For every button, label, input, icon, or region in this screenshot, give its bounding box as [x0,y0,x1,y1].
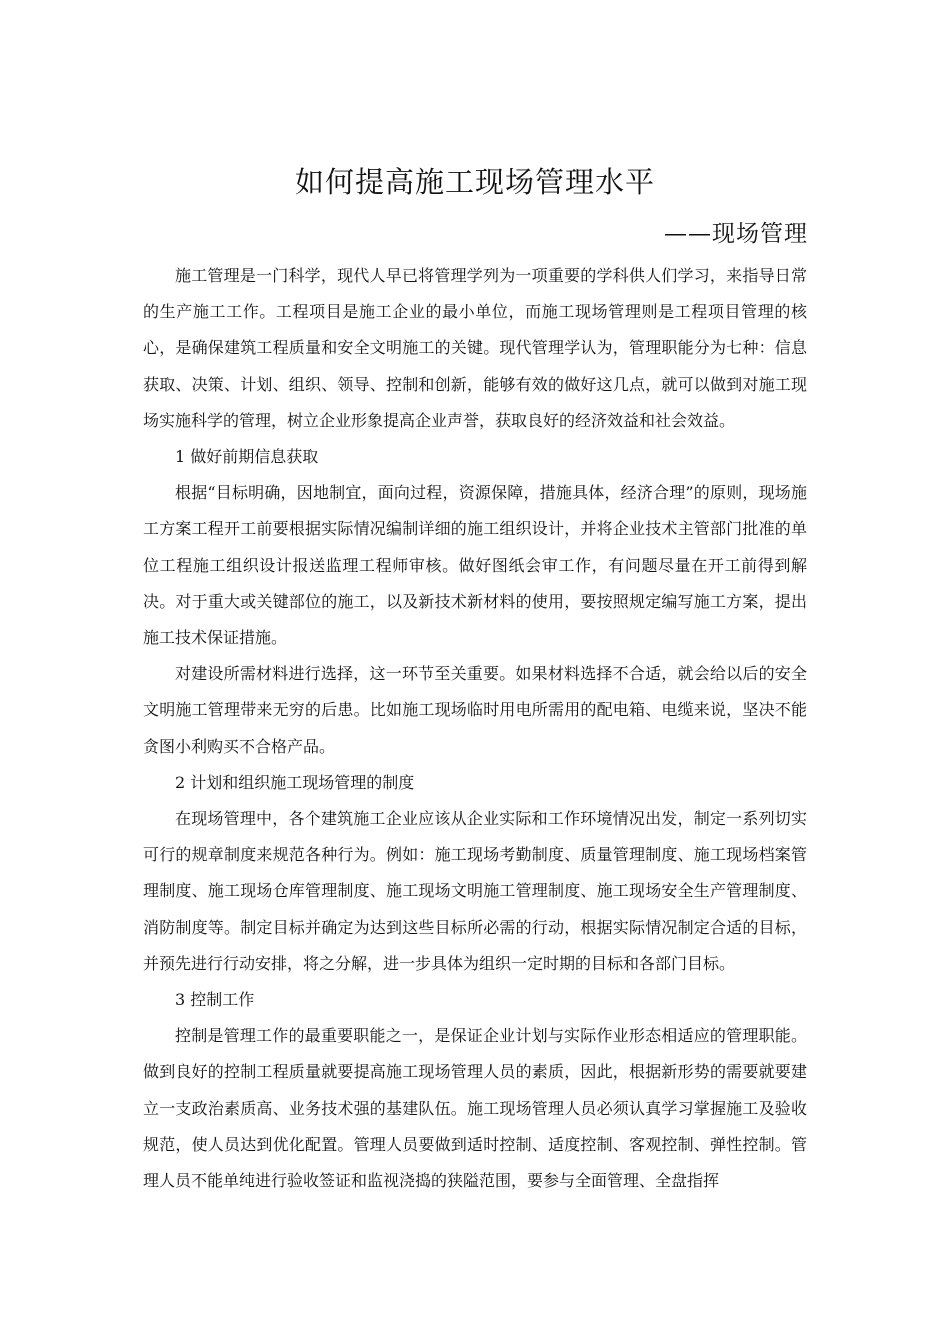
intro-paragraph: 施工管理是一门科学，现代人早已将管理学列为一项重要的学科供人们学习，来指导日常的生产施工工作。工程项目是施工企业的最小单位，而施工现场管理则是工程项目管理的核心，是确保建筑工程质量和安全文明施工的关键。现代管理学认为，管理职能分为七种：信息获取、决策、计划、组织、领导、控制和创新，能够有效的做好这几点，就可以做到对施工现场实施科学的管理，树立企业形象提高企业声誉，获取良好的经济效益和社会效益。 [143,266,807,430]
section-1-paragraph-2: 对建设所需材料进行选择，这一环节至关重要。如果材料选择不合适，就会给以后的安全文明施工管理带来无穷的后患。比如施工现场临时用电所需用的配电箱、电缆来说，坚决不能贪图小利购买不合格产品。 [143,664,807,756]
document-title: 如何提高施工现场管理水平 [294,165,655,199]
section-1-paragraph-1: 根据“目标明确，因地制宜，面向过程，资源保障，措施具体，经济合理”的原则，现场施工方案工程开工前要根据实际情况编制详细的施工组织设计，并将企业技术主管部门批准的单位工程施工组织设计报送监理工程师审核。做好图纸会审工作，有问题尽量在开工前得到解决。对于重大或关键部位的施工，以及新技术新材料的使用，要按照规定编写施工方案，提出施工技术保证措施。 [143,483,807,648]
document-subtitle: ——现场管理 [664,221,808,247]
section-3-paragraph-1: 控制是管理工作的最重要职能之一，是保证企业计划与实际作业形态相适应的管理职能。做到良好的控制工程质量就要提高施工现场管理人员的素质，因此，根据新形势的需要就要建立一支政治素质高、业务技术强的基建队伍。施工现场管理人员必须认真学习掌握施工及验收规范，使人员达到优化配置。管理人员要做到适时控制、适度控制、客观控制、弹性控制。管理人员不能单纯进行验收签证和监视浇捣的狭隘范围，要参与全面管理、全盘指挥 [143,1026,807,1191]
section-heading-3: 3 控制工作 [175,990,255,1010]
section-heading-2: 2 计划和组织施工现场管理的制度 [175,772,415,792]
section-2-paragraph-1: 在现场管理中，各个建筑施工企业应该从企业实际和工作环境情况出发，制定一系列切实可行的规章制度来规范各种行为。例如：施工现场考勤制度、质量管理制度、施工现场档案管理制度、施工现场仓库管理制度、施工现场文明施工管理制度、施工现场安全生产管理制度、消防制度等。制定目标并确定为达到这些目标所必需的行动，根据实际情况制定合适的目标，并预先进行行动安排，将之分解，进一步具体为组织一定时期的目标和各部门目标。 [143,809,807,973]
section-heading-1: 1 做好前期信息获取 [175,447,319,467]
document-body [143,258,807,1199]
